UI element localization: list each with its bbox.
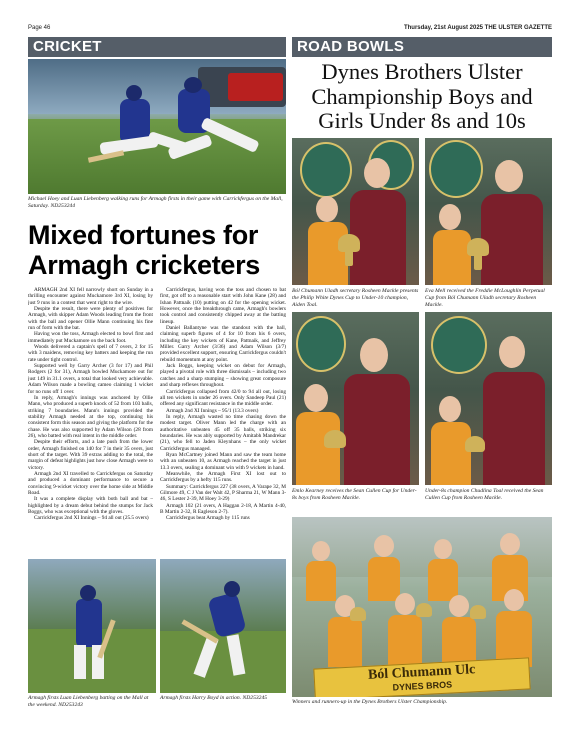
bowls-caption-2: Eva Mell received the Freddie McLoughlin Perpetual Cup from Ból Chumann Uladh secretary Rosheen Mackle. <box>425 288 545 308</box>
article-paragraph: Carrickfergus beat Armagh by 115 runs <box>166 515 250 522</box>
article-paragraph: Jack Boggs, keeping wicket on debut for Armagh, played a pivotal role with three dismissals – including two catches and a sharp stumping – showing great composure and sharp reflexes throughout. <box>160 363 286 389</box>
road-bowls-title: Dynes Brothers Ulster Championship Boys and Girls Under 8s and 10s <box>311 59 533 133</box>
bowls-caption-3: Emlo Kearney receives the Sean Cullen Cup for Under-8s boys from Rosheen Mackle. <box>292 488 417 501</box>
cricket-bottom-caption-right: Armagh firsts Harry Boyd in action. ND253245 <box>160 695 268 701</box>
cricket-article-col1 <box>28 287 153 549</box>
article-paragraph: Supported well by Garry Archer (3 for 17) and Phil Rodgers (2 for 31), Armagh bowled Muckamore out for just 149 in 31.1 overs, a total that looked very achievable. Adam Wilson made a bowling cameo claiming 1 wicket for no runs off 1 over. <box>28 363 153 395</box>
article-paragraph: Daniel Ballantyne was the standout with the ball, claiming superb figures of 4 for 10 from his 6 overs, including the key wickets of Kane, Pattnaik, and Jeffrey Miller. Garry Archer (3/36) and Adam Wilson (3/7) provided excellent support, ensuring Carrickfergus couldn't rebuild momentum at any point. <box>160 325 286 363</box>
bowls-photo-chudlina <box>425 312 552 485</box>
cricket-section-bar: CRICKET <box>28 37 286 57</box>
cricket-article-col2 <box>160 287 286 555</box>
article-paragraph: Despite the result, there were plenty of positives for Armagh, with skipper Adam Woods leading from the front with the ball and opener Ollie Mann continuing his fine run of form with the bat. <box>28 306 153 332</box>
cricket-bottom-photo-left <box>28 559 156 693</box>
article-paragraph: Meanwhile, the Armagh First XI lost out to Carrickfergus by a hefty 115 runs. <box>160 470 286 484</box>
article-paragraph: Carrickfergus 2nd XI Innings – 94 all out (25.5 overs) <box>34 515 149 522</box>
article-paragraph: Despite their efforts, and a late push from the lower order, Armagh finished on 140 for 7 in their 35 overs, just short of the target. With 39 extras adding to the total, the margin of defeat highlights just how close Armagh were to victory. <box>28 439 153 471</box>
bowls-banner-line2: DYNES BROS <box>392 679 453 693</box>
cricket-bottom-caption-left: Armagh firsts Luan Liebenberg batting on the Mall at the weekend. ND253243 <box>28 695 149 708</box>
bowls-photo-aiden <box>292 138 419 285</box>
bowls-caption-5: Winners and runners-up in the Dynes Brothers Ulster Championship. <box>292 699 448 705</box>
article-paragraph: Woods delivered a captain's spell of 7 overs, 2 for 15 with 3 maidens, removing key batters and keeping the run rate under tight control. <box>28 344 153 363</box>
article-paragraph: It was a complete display with both ball and bat – highlighted by a dream debut behind the stumps for Jack Boggs, who was exceptional with the gloves. <box>28 496 153 516</box>
article-paragraph: Armagh 2nd XI travelled to Carrickfergus on Saturday and produced a dominant performance to secure a convincing 9-wicket victory over the home side at Middle Road. <box>28 470 153 496</box>
road-bowls-section-bar: ROAD BOWLS <box>292 37 552 57</box>
article-paragraph: Ryan McCartney joined Mann and saw the team home with an unbeaten 10, as Armagh reached the target in just 13.3 overs, sealing a dominant win with 9 wickets in hand. <box>160 451 286 471</box>
bowls-photo-eva <box>425 138 552 285</box>
bowls-group-photo <box>292 517 552 697</box>
article-paragraph: ARMAGH 2nd XI fell narrowly short on Sunday in a thrilling encounter against Muckamore 3rd XI, losing by just 9 runs in a contest that went right to the wire. <box>28 287 153 306</box>
article-paragraph: In reply, Armagh wasted no time chasing down the modest target. Oliver Mann led the charge with an authoritative unbeaten 45 off 35 balls, striking six boundaries. He was ably supported by Amitabh Mandrekar (21), who fell to Jaden Kleynhans – the only wicket Carrickfergus managed. <box>160 413 286 452</box>
cricket-headline: Mixed fortunes for Armagh cricketers <box>28 220 261 280</box>
article-paragraph: Carrickfergus, having won the toss and chosen to bat first, got off to a reasonable start with John Kane (28) and Ishan Pattnaik (10) putting on 42 for the opening wicket. However, once the breakthrough came, Armagh's bowlers took control and consistently chipped away at the batting lineup. <box>160 287 286 325</box>
cricket-top-caption: Michael Hoey and Luan Liebenberg walking runs for Armagh firsts in their game with Carrickfergus on the Mall, Saturday. ND253244 <box>28 196 283 209</box>
bowls-banner-line1: Ból Chumann Ulc <box>367 662 476 683</box>
page-header <box>28 21 552 35</box>
article-paragraph: Armagh 2nd XI Innings – 95/1 (13.3 overs) <box>166 407 259 414</box>
article-paragraph: In reply, Armagh's innings was anchored by Ollie Mann, who produced a superb knock of 52 from 103 balls, striking 7 boundaries. Mann's innings provided the stability Armagh needed at the top, continuing his consistent form this season and giving the platform for the chase. He was also supported by Adam Wilson (28 from 26), who batted with real intent in the middle order. <box>28 394 153 439</box>
article-paragraph: Carrickfergus collapsed from 42/0 to 94 all out, losing all ten wickets in under 26 overs. Only Sandeep Paul (21) offered any significant resistance in the middle order. <box>160 388 286 408</box>
cricket-bottom-photo-right <box>160 559 286 693</box>
bowls-caption-4: Under-8s champion Chudlina Toal received the Sean Cullen Cup from Rosheen Mackle. <box>425 488 544 501</box>
article-paragraph: Summary: Carrickfergus 227 (38 overs, A Varape 32, M Gilmore 49, C J Van der Walt 42, P Sharma 21, W Mann 3-46, S Lester 2-39, M Hoey 3-29) <box>160 483 286 503</box>
bowls-photo-emlo <box>292 312 419 485</box>
cricket-top-photo <box>28 59 286 194</box>
article-paragraph: Having won the toss, Armagh elected to bowl first and immediately put Muckamore on the back foot. <box>28 331 153 344</box>
page-number: Page 46 <box>28 25 51 31</box>
bowls-caption-1: Ból Chumann Uladh secretary Rosheen Mackle presents the Philip White Dynes Cup to Under-10 champion, Aiden Toal. <box>292 288 419 308</box>
edition-line: Thursday, 21st August 2025 THE ULSTER GAZETTE <box>403 25 552 31</box>
article-paragraph: Armagh 102 (21 overs, A Haggan 2-18, A Martin 4-40, B Martin 2-32, R Eagleson 2-7). <box>160 502 286 516</box>
